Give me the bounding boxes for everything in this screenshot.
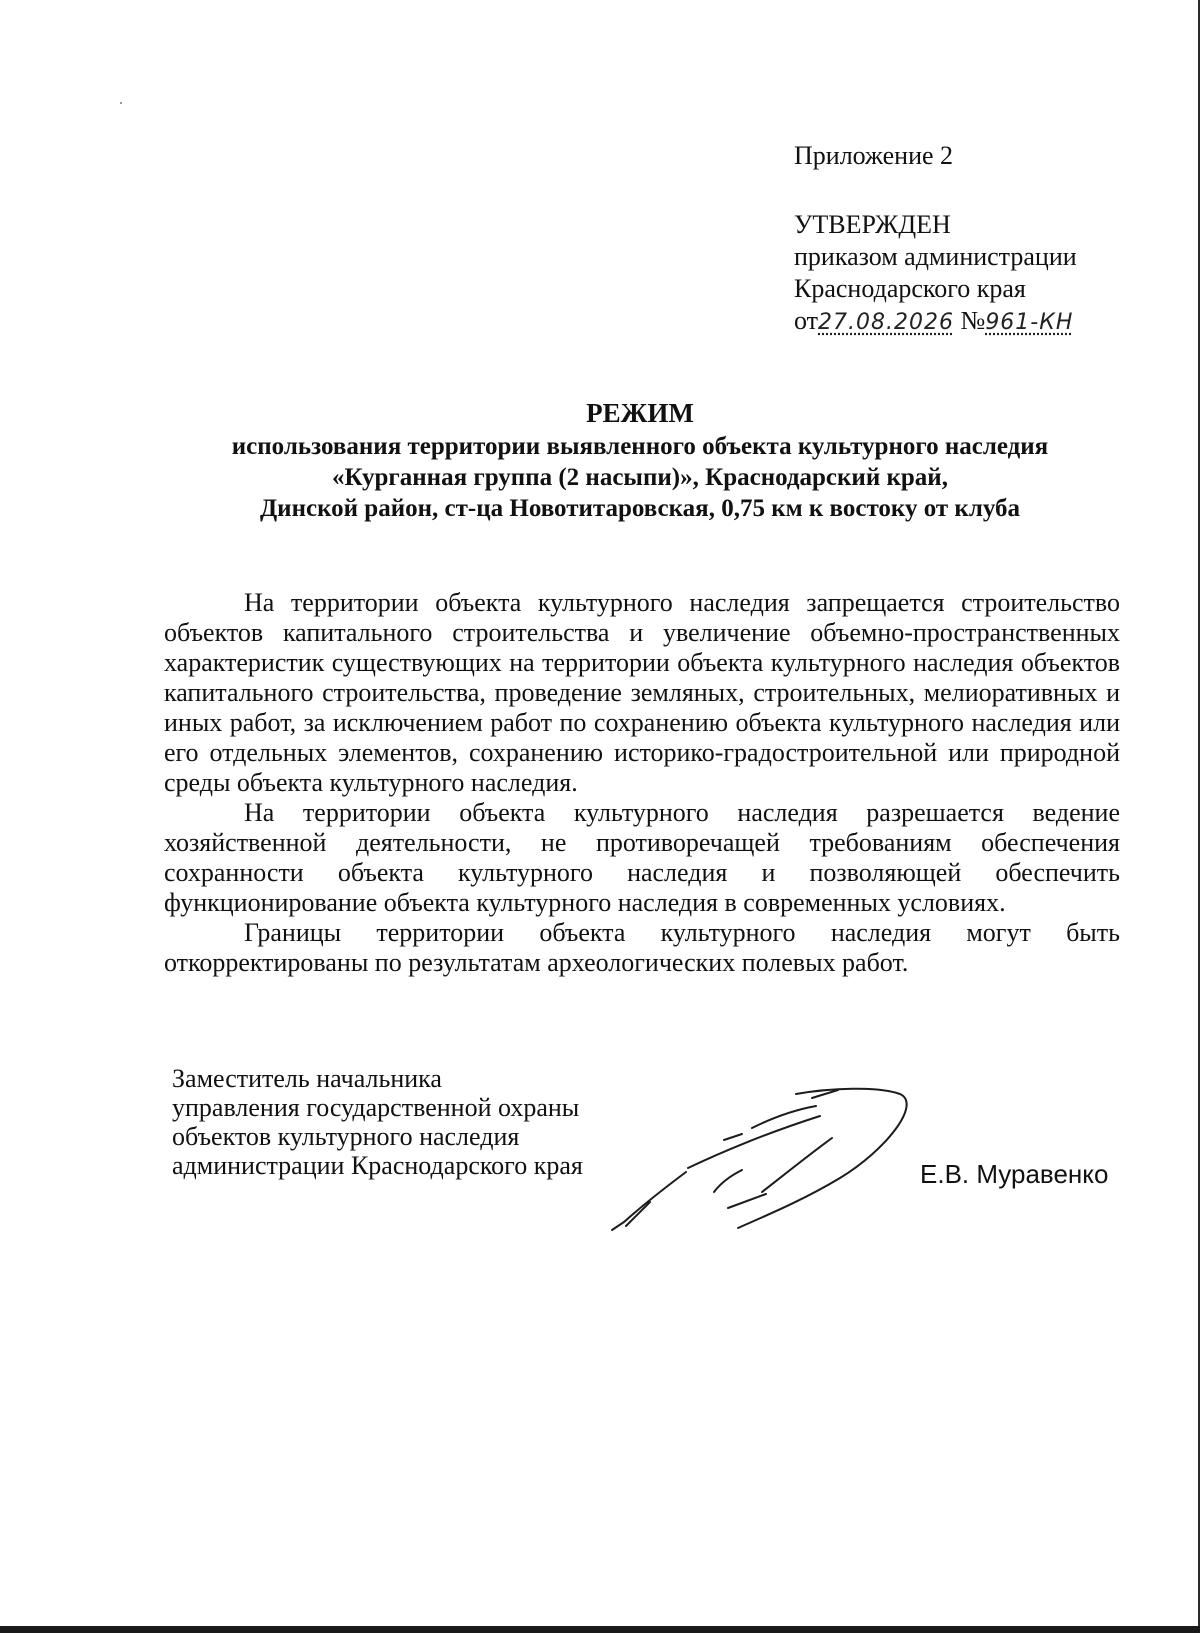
title-line-1: использования территории выявленного объекта культурного наследия bbox=[231, 433, 1049, 460]
handwritten-signature bbox=[610, 1080, 950, 1240]
position-line: управления государственной охраны bbox=[172, 1093, 580, 1122]
approved-label: УТВЕРЖДЕН bbox=[794, 210, 951, 239]
appendix-label: Приложение 2 bbox=[794, 141, 954, 170]
document-title bbox=[160, 398, 1120, 524]
scan-artifact bbox=[120, 102, 122, 104]
scan-edge-bottom bbox=[0, 1626, 1200, 1633]
position-line: Заместитель начальника bbox=[172, 1064, 442, 1093]
paragraph-permitted-activity: На территории объекта культурного наследия разрешается ведение хозяйственной деятельности, не противоречащей требованиям обеспечения сохранности объекта культурного наследия и позволяющей обеспечить функционирование объекта культурного наследия в современных условиях. bbox=[164, 798, 1120, 917]
number-sign: № bbox=[960, 306, 986, 335]
handwritten-date: 27.08.2026 bbox=[818, 310, 954, 335]
title-line-2: «Курганная группа (2 насыпи)», Краснодарский край, bbox=[332, 464, 948, 491]
signer-name: Е.В. Муравенко bbox=[920, 1159, 1109, 1189]
title-main: РЕЖИМ bbox=[586, 398, 694, 428]
approval-block bbox=[794, 140, 1174, 339]
handwritten-number: 961-КН bbox=[985, 310, 1074, 335]
document-body bbox=[164, 588, 1120, 978]
title-line-3: Динской район, ст-ца Новотитаровская, 0,75 км к востоку от клуба bbox=[259, 495, 1021, 522]
signatory-position bbox=[172, 1064, 583, 1180]
order-date-line bbox=[794, 305, 1174, 339]
date-prefix: от bbox=[794, 306, 819, 335]
paragraph-boundaries: Границы территории объекта культурного наследия могут быть откорректированы по результатам археологических полевых работ. bbox=[164, 918, 1120, 977]
position-line: объектов культурного наследия bbox=[172, 1122, 520, 1151]
position-line: администрации Краснодарского края bbox=[172, 1151, 583, 1180]
order-label: приказом администрации bbox=[794, 242, 1077, 271]
paragraph-prohibitions: На территории объекта культурного наследия запрещается строительство объектов капитального строительства и увеличение объемно-пространственных характеристик существующих на территории объекта культурного наследия объектов капитального строительства, проведение земляных, строительных, мелиоративных и иных работ, за исключением работ по сохранению объекта культурного наследия или его отдельных элементов, сохранению историко-градостроительной или природной среды объекта культурного наследия. bbox=[164, 588, 1120, 797]
region-label: Краснодарского края bbox=[794, 274, 1026, 303]
